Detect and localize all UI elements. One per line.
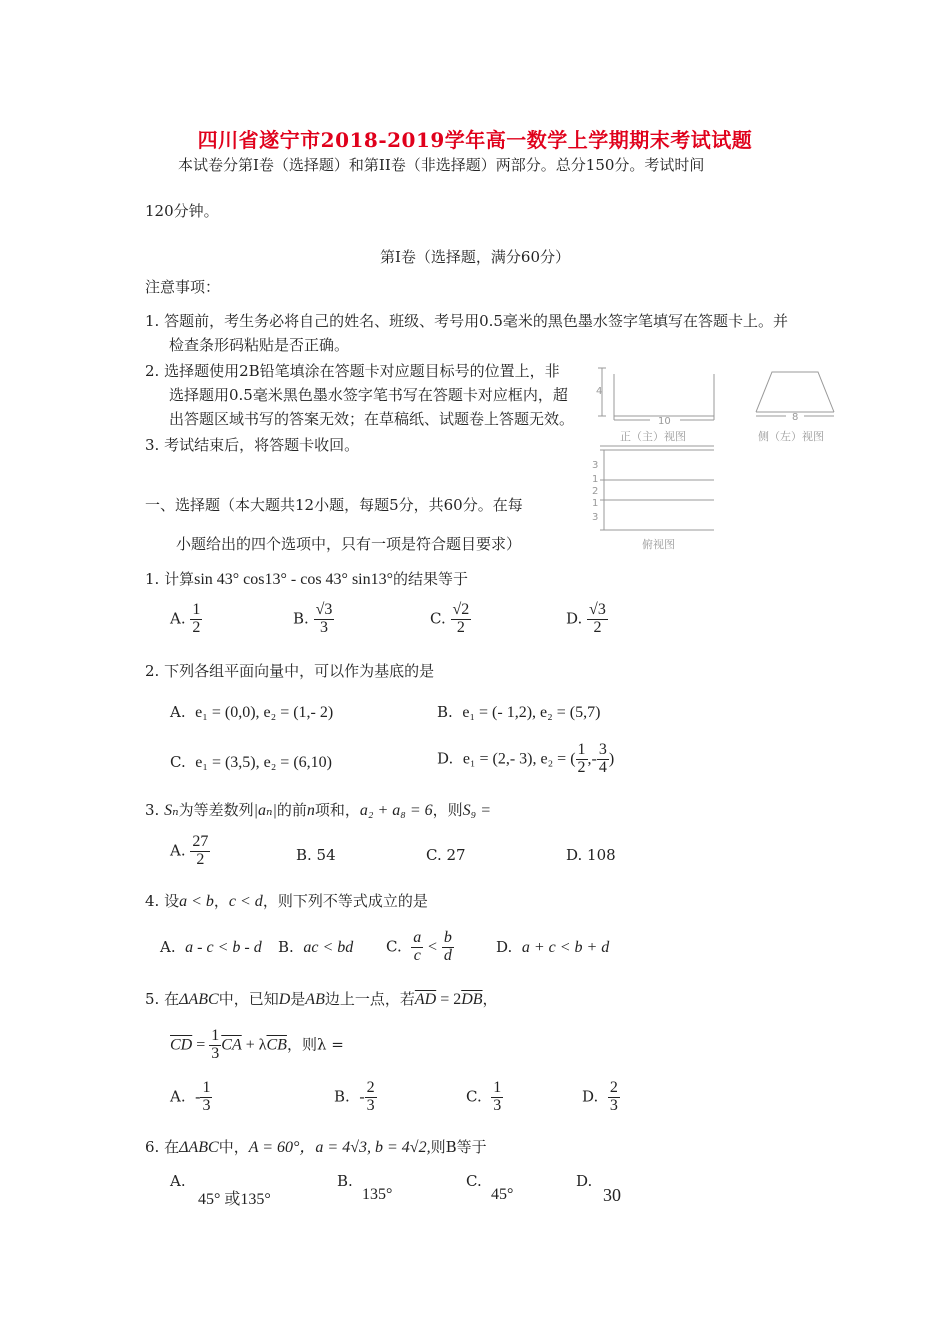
q4-option-b [278,938,353,957]
q5-b-sign: - [359,1088,365,1106]
q2-d-f2-num: 3 [598,741,607,758]
q2-a-label: A. [170,703,186,721]
question-2-stem: 2. 下列各组平面向量中，可以作为基底的是 [145,662,435,680]
q6-option-c-label: C. [466,1172,482,1190]
q3-option-b: B. 54 [296,846,336,864]
q1-d-num: √3 [589,601,606,618]
q1-d-label: D. [566,609,583,628]
q1-b-num: √3 [315,601,333,618]
q6-triangle: ΔABC [179,1139,219,1156]
q5-f-den: 3 [211,1044,220,1062]
q2-d-f1-num: 1 [577,741,586,758]
figure-dim-left-2: 1 [592,474,599,485]
q4-b-label: B. [278,938,294,956]
q4-text-a: 4. 设 [145,892,180,910]
q5-a-num: 1 [202,1079,211,1096]
q1-option-c [430,602,471,637]
q1-a-den: 2 [192,618,201,636]
figure-dim-4: 4 [596,386,603,397]
q3-option-d: D. 108 [566,846,616,864]
q4-c-d1: c [413,946,421,964]
q4-text-b: ，则下列不等式成立的是 [262,892,428,910]
q5-point-d: D [278,991,291,1008]
q4-cond-1: a < b [179,893,214,910]
q3-text-e: ，则 [432,801,463,819]
q4-a-label: A. [160,938,176,956]
q3-s9: S₉ = [462,802,491,819]
note-2-cont-b: 出答题区域书写的答案无效；在草稿纸、试题卷上答题无效。 [169,410,575,428]
q5-text-e: ， [482,990,498,1008]
note-3: 3. 考试结束后，将答题卡收回。 [145,436,360,454]
q4-sep: ， [213,892,229,910]
q5-b-den: 3 [366,1096,375,1114]
q6-text-b: 中， [218,1138,249,1156]
q4-d-expr: a + c < b + d [521,939,610,956]
q5-vec-db: $\overline{DB}$ [461,991,483,1008]
q2-a-expr: e₁ = (0,0), e₂ = (1,- 2) [195,704,334,721]
q2-option-a [170,703,333,722]
q1-b-label: B. [293,609,309,628]
q2-b-label: B. [437,703,453,721]
part1-heading: 第Ⅰ卷（选择题，满分60分） [379,248,570,266]
note-1-cont: 检查条形码粘贴是否正确。 [169,336,350,354]
question-1-stem [145,568,468,589]
question-3-stem [145,799,491,820]
q3-text-b: 为等差数列 [178,801,254,819]
q4-c-d2: d [443,946,452,964]
figure-dim-left-1: 3 [592,460,599,471]
q5-eq2: = [192,1036,210,1054]
q5-text-d: 边上一点，若 [324,990,415,1008]
figure-front-label: 正（主）视图 [620,430,686,443]
q4-b-expr: ac < bd [303,939,354,956]
note-2-cont-a: 选择题用0.5毫米黑色墨水签字笔书写在答题卡对应框内，超 [169,386,568,404]
q6-text-a: 6. 在 [145,1138,180,1156]
figure-dim-10: 10 [658,416,671,427]
q4-a-expr: a - c < b - d [185,939,262,956]
q5-option-c [466,1080,503,1115]
q5-a-sign: - [195,1088,201,1106]
q4-option-a [160,938,262,957]
q5-c-num: 1 [493,1079,502,1096]
q6-option-c-value: 45° [491,1186,514,1203]
notes-heading: 注意事项： [145,278,221,296]
q5-option-d [582,1080,620,1115]
q5-text-b: 中，已知 [218,990,279,1008]
q2-d-f1-den: 2 [577,758,586,776]
q6-option-b-label: B. [337,1172,353,1190]
q5-text-a: 5. 在 [145,990,180,1008]
q3-text-d: 项和， [314,801,360,819]
q3-condition: a₂ + a₈ = 6 [359,802,433,819]
q4-c-label: C. [386,937,402,956]
q5-vec-ca: $\overline{CA}$ [221,1036,242,1054]
q1-option-b [293,602,334,637]
q1-suffix: 的结果等于 [393,570,469,588]
q2-option-c [170,753,332,772]
three-view-figure [590,360,850,560]
q4-option-c [386,930,454,965]
q5-ab: AB [305,991,325,1008]
q2-d-label: D. [437,749,454,768]
intro-line-1: 本试卷分第Ⅰ卷（选择题）和第II卷（非选择题）两部分。总分150分。考试时间 [178,156,705,174]
q3-text-c: 的前 [276,801,307,819]
q6-cond-2: ，a = 4√3, b = 4√2, [299,1139,431,1156]
q5-text-c: 是 [290,990,306,1008]
page-title: 四川省遂宁市2018-2019学年高一数学上学期期末考试试题 [197,128,753,152]
q2-c-label: C. [170,753,186,771]
q5-option-b [334,1080,377,1115]
q1-option-a [170,602,202,637]
question-6-stem [145,1134,487,1157]
question-4-stem [145,890,428,911]
q2-d-f2-den: 4 [598,758,607,776]
q3-a-label: A. [170,841,186,860]
figure-top-label: 俯视图 [642,538,675,551]
q4-c-n2: b [443,929,452,946]
figure-dim-left-4: 1 [592,498,599,509]
q3-num: 3. [145,801,165,819]
figure-dim-8: 8 [792,412,799,423]
q5-b-num: 2 [366,1079,375,1096]
q4-cond-2: c < d [228,893,263,910]
q1-c-label: C. [430,609,446,628]
q2-d-suffix: ) [608,750,615,768]
q3-option-a [170,834,210,869]
intro-line-2: 120分钟。 [145,202,219,220]
q6-option-b-value: 135° [362,1186,393,1203]
q2-c-expr: e₁ = (3,5), e₂ = (6,10) [195,754,332,771]
q1-d-den: 2 [593,618,602,636]
q5-c-den: 3 [493,1096,502,1114]
q5-d-den: 3 [609,1096,618,1114]
note-1: 1. 答题前，考生务必将自己的姓名、班级、考号用0.5毫米的黑色墨水签字笔填写在答题卡上。并 [145,312,788,330]
q5-b-label: B. [334,1087,350,1106]
figure-side-label: 侧（左）视图 [758,430,824,443]
q6-cond-1: A = 60° [248,1139,300,1156]
q2-option-b [437,703,600,722]
q3-an: |aₙ| [253,802,277,819]
q4-c-n1: a [413,929,422,946]
q6-option-d-value: 30 [603,1185,621,1205]
q5-vec-cd: $\overline{CD}$ [170,1036,193,1054]
q1-b-den: 3 [319,618,328,636]
q4-option-d [496,938,609,957]
q6-option-d-label: D. [576,1172,593,1190]
q1-option-d [566,602,608,637]
q2-b-expr: e₁ = (- 1,2), e₂ = (5,7) [462,704,601,721]
q5-a-den: 3 [202,1096,211,1114]
q5-vec-ad: $\overline{AD}$ [414,991,437,1008]
q5-equation [170,1028,344,1063]
q5-eq1: = 2 [436,991,462,1008]
q4-c-lt: < [428,938,438,956]
q5-plus: + λ [241,1036,267,1054]
q1-a-num: 1 [192,601,201,618]
q1-c-den: 2 [456,618,465,636]
q1-a-label: A. [170,609,186,628]
q2-d-prefix: e₁ = (2,- 3), e₂ = ( [462,750,576,768]
q5-vec-cb: $\overline{CB}$ [266,1036,287,1054]
q5-option-a [170,1080,212,1115]
q3-option-c: C. 27 [426,846,466,864]
q2-d-mid: ,- [587,750,597,768]
q4-d-label: D. [496,938,513,956]
figure-dim-left-3: 2 [592,486,599,497]
q6-text-c: 则B等于 [430,1138,487,1156]
q6-option-a-label: A. [170,1172,186,1190]
q6-option-a-value: 45° 或135° [198,1191,271,1208]
q3-sn: Sₙ [164,802,179,819]
note-2: 2. 选择题使用2B铅笔填涂在答题卡对应题目标号的位置上，非 [145,362,560,380]
q2-option-d [437,742,614,777]
section1-line-2: 小题给出的四个选项中，只有一项是符合题目要求） [176,535,522,553]
q1-prefix: 1. 计算 [145,570,195,588]
q3-n: n [306,802,315,819]
q3-a-den: 2 [196,850,205,868]
q5-triangle: ΔABC [179,991,219,1008]
q5-d-num: 2 [609,1079,618,1096]
figure-dim-left-5: 3 [592,512,599,523]
q3-a-num: 27 [192,833,209,850]
q5-f-num: 1 [211,1027,220,1044]
question-5-stem [145,988,498,1009]
section1-line-1: 一、选择题（本大题共12小题，每题5分，共60分。在每 [145,496,523,514]
q1-c-num: √2 [452,601,470,618]
q5-d-label: D. [582,1087,599,1106]
q5-a-label: A. [170,1087,186,1106]
q1-expression: sin 43° cos13° - cos 43° sin13° [194,571,394,588]
q5-c-label: C. [466,1087,482,1106]
q5-text-f: ，则λ = [286,1035,344,1054]
